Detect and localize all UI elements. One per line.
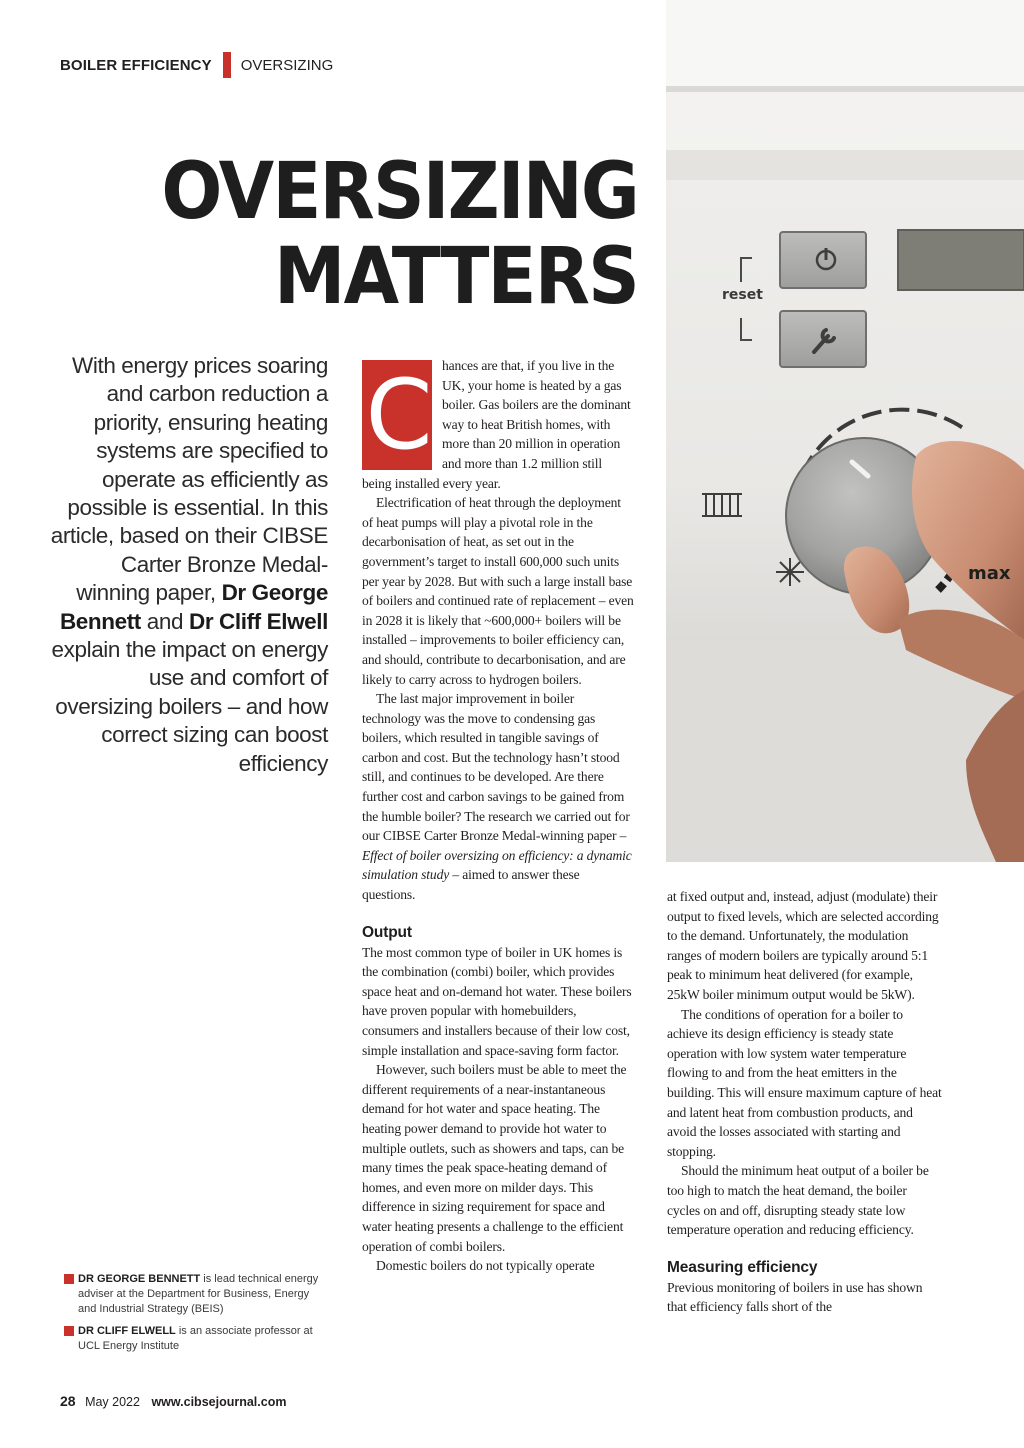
author-note-name: DR GEORGE BENNETT — [78, 1273, 201, 1285]
section-divider — [223, 52, 231, 78]
paragraph: Electrification of heat through the deployment of heat pumps will play a pivotal role in the decarbonisation of heat, as set out in the government’s target to install 600,000 such units per year by 2028. But with such a large install base of boilers and continued rate of replacement – even in 2028 it is likely that ~600,000+ boilers will be installed – improvements to boiler efficiency can, and should, contribute to decarbonisation, and are likely to carry across to hydrogen boilers. — [362, 495, 634, 687]
bullet-square — [64, 1274, 74, 1284]
paragraph: Should the minimum heat output of a boiler be too high to match the heat demand, the boiler cycles on and off, disrupting steady state low temperature operation and reducing efficiency. — [667, 1163, 929, 1238]
article-title — [40, 147, 638, 322]
author-note-text: is lead technical energy adviser at the Department for Business, Energy and Industrial Strategy (BEIS) — [78, 1273, 319, 1315]
paragraph: Previous monitoring of boilers in use has shown that efficiency falls short of the — [667, 1279, 923, 1315]
section-label: BOILER EFFICIENCY — [60, 56, 212, 74]
paragraph-text: The last major improvement in boiler technology was the move to condensing gas boilers, which resulted in tangible savings of carbon and cost. But the technology hasn’t stood still, and continues to be developed. Are there further cost and carbon savings to be gained from the humble boiler? The research we carried out for our CIBSE Carter Bronze Medal-winning paper – — [362, 691, 630, 844]
boiler-photo-illustration — [666, 0, 1024, 862]
paragraph: The most common type of boiler in UK homes is the combination (combi) boiler, which provides space heat and on-demand hot water. These boilers have proven popular with homebuilders, consumers and installers because of their low cost, simple installation and space-saving form factor. — [362, 944, 632, 1058]
section-header — [60, 52, 333, 78]
boiler-photo — [666, 0, 1024, 862]
standfirst — [50, 352, 328, 778]
issue-date: May 2022 — [85, 1395, 140, 1409]
page-number: 28 — [60, 1393, 76, 1409]
paragraph: Domestic boilers do not typically operate — [376, 1258, 595, 1274]
author-note-name: DR CLIFF ELWELL — [78, 1325, 176, 1337]
author-name-1: Dr George Bennett — [59, 580, 328, 634]
author-note — [64, 1324, 326, 1354]
article-column-right — [667, 887, 942, 1317]
reset-label: reset — [722, 287, 763, 303]
max-label: max — [968, 563, 1011, 584]
standfirst-text-2: explain the impact on energy use and comfort of oversizing boilers – and how correct sizing can boost efficiency — [51, 637, 328, 776]
website-link[interactable]: www.cibsejournal.com — [151, 1395, 287, 1409]
author-note-text: is an associate professor at UCL Energy Institute — [78, 1325, 313, 1352]
paragraph: hances are that, if you live in the UK, your home is heated by a gas boiler. Gas boilers are the dominant way to heat British homes, with more than 20 million in operation and more than 1.2 million still being installed every year. — [362, 358, 631, 491]
author-name-2: Dr Cliff Elwell — [188, 608, 328, 634]
subsection-label: OVERSIZING — [240, 56, 334, 74]
drop-cap: C — [362, 360, 432, 470]
page-footer — [60, 1393, 286, 1409]
subheading-output: Output — [362, 923, 412, 941]
standfirst-text-1: With energy prices soaring and carbon reduction a priority, ensuring heating systems are specified to operate as efficiently as possible is essential. In this article, based on their CIBSE Carter Bronze Medal-winning paper, — [50, 353, 328, 606]
author-note — [64, 1272, 326, 1317]
paragraph: However, such boilers must be able to meet the different requirements of a near-instantaneous demand for hot water and space heating. The heating power demand to provide hot water to multiple outlets, such as showers and taps, can be many times the peak space-heating demand of homes, and even more on milder days. This difference in sizing requirement for space and water heating presents a challenge to the efficient operation of combi boilers. — [362, 1062, 627, 1254]
paragraph — [362, 689, 634, 905]
paragraph-text: – aimed to answer these questions. — [362, 867, 580, 903]
paragraph: at fixed output and, instead, adjust (modulate) their output to fixed levels, which are selected according to the demand. Unfortunately, the modulation ranges of modern boilers are typically around 5:1 peak to minimum heat delivered (for example, 25kW boiler minimum output would be 5kW). — [667, 889, 939, 1002]
subheading-measuring-efficiency: Measuring efficiency — [667, 1258, 818, 1276]
standfirst-and: and — [146, 608, 184, 634]
bullet-square — [64, 1326, 74, 1336]
article-column-middle — [362, 356, 634, 1276]
title-line-2: MATTERS — [273, 232, 638, 322]
paragraph: The conditions of operation for a boiler to achieve its design efficiency is steady state operation with low system water temperature flowing to and from the heat emitters in the building. This will ensure maximum capture of heat and latent heat from combustion products, and avoid the losses associated with starting and stopping. — [667, 1006, 942, 1159]
paper-title: Effect of boiler oversizing on efficiency: a dynamic simulation study — [362, 847, 632, 883]
author-notes — [64, 1272, 326, 1361]
title-line-1: OVERSIZING — [161, 147, 638, 237]
